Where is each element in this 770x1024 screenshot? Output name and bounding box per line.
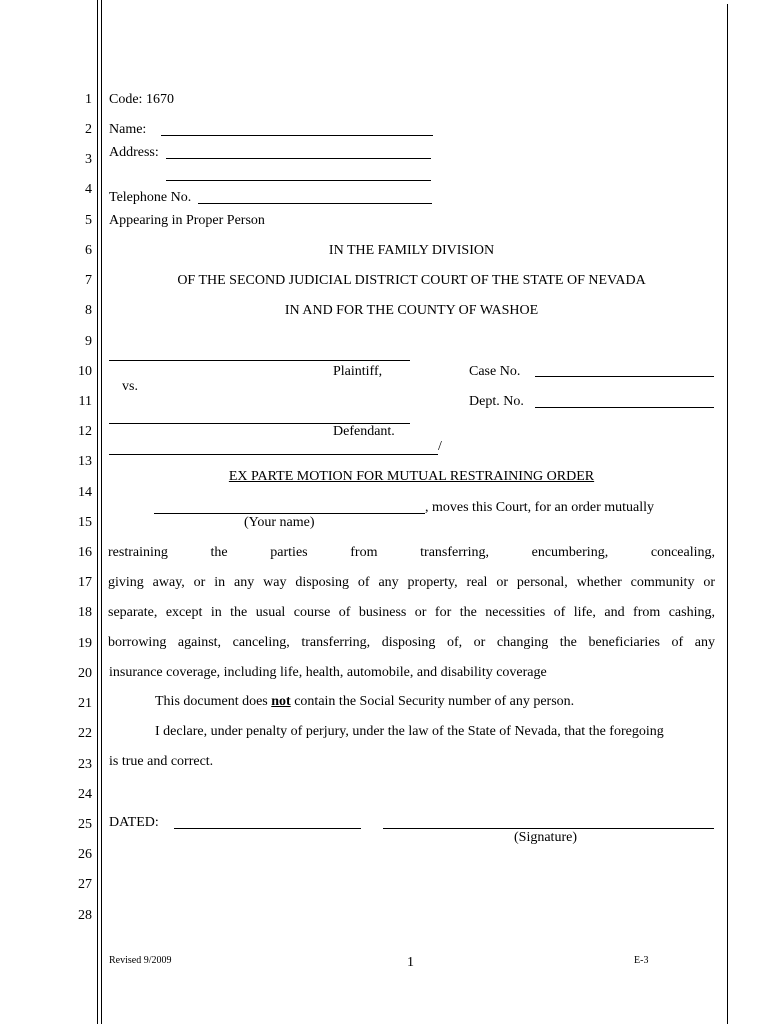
court-heading-1: IN THE FAMILY DIVISION [328, 243, 495, 258]
line-number: 12 [78, 424, 92, 439]
line-number: 4 [85, 182, 92, 197]
signature-label: (Signature) [514, 830, 577, 845]
name-field[interactable] [161, 135, 433, 136]
your-name-label: (Your name) [244, 515, 315, 530]
line-number: 20 [78, 666, 92, 681]
caption-closing-line [109, 454, 438, 455]
line-number: 21 [78, 696, 92, 711]
line-number: 24 [78, 787, 92, 802]
line-number: 14 [78, 485, 92, 500]
court-heading-2: OF THE SECOND JUDICIAL DISTRICT COURT OF THE STATE OF NEVADA [177, 273, 646, 288]
left-margin-rule-2 [101, 0, 102, 1024]
signature-field[interactable] [383, 828, 714, 829]
line-number: 28 [78, 908, 92, 923]
defendant-label: Defendant. [333, 424, 395, 439]
declaration-end: is true and correct. [109, 754, 214, 769]
plaintiff-field[interactable] [109, 360, 410, 361]
motion-title: EX PARTE MOTION FOR MUTUAL RESTRAINING ORDER [228, 469, 595, 484]
telephone-label: Telephone No. [109, 190, 192, 205]
line-number: 2 [85, 122, 92, 137]
dept-no-field[interactable] [535, 407, 714, 408]
body-line: separate, except in the usual course of business or for the necessities of life, and from cashing, [108, 605, 715, 620]
date-field[interactable] [174, 828, 361, 829]
right-margin-rule [727, 4, 728, 1024]
appearing-text: Appearing in Proper Person [109, 213, 265, 228]
telephone-field[interactable] [198, 203, 432, 204]
plaintiff-label: Plaintiff, [333, 364, 383, 379]
line-number: 15 [78, 515, 92, 530]
line-number: 1 [85, 92, 92, 107]
line-number: 17 [78, 575, 92, 590]
line-number: 25 [78, 817, 92, 832]
line-number: 16 [78, 545, 92, 560]
form-code: E-3 [634, 955, 649, 966]
name-label: Name: [109, 122, 147, 137]
revised-date: Revised 9/2009 [109, 955, 172, 966]
line-number: 3 [85, 152, 92, 167]
ssn-statement-pre: This document does [155, 694, 272, 709]
line-number: 18 [78, 605, 92, 620]
line-number: 27 [78, 877, 92, 892]
court-heading-3: IN AND FOR THE COUNTY OF WASHOE [284, 303, 539, 318]
line-number: 23 [78, 757, 92, 772]
code-line: Code: 1670 [109, 92, 174, 107]
line-number: 26 [78, 847, 92, 862]
line-number: 19 [78, 636, 92, 651]
line-number: 9 [85, 334, 92, 349]
dept-no-label: Dept. No. [469, 394, 524, 409]
ssn-not: not [271, 694, 291, 709]
line-number: 6 [85, 243, 92, 258]
line-number: 7 [85, 273, 92, 288]
declaration-text: I declare, under penalty of perjury, under the law of the State of Nevada, that the foregoing [155, 724, 664, 739]
body-line-last: insurance coverage, including life, health, automobile, and disability coverage [109, 665, 547, 680]
case-no-label: Case No. [469, 364, 521, 379]
line-number: 13 [78, 454, 92, 469]
line-number: 22 [78, 726, 92, 741]
dated-label: DATED: [109, 815, 159, 830]
ssn-statement-post: contain the Social Security number of any person. [290, 694, 575, 709]
address-label: Address: [109, 145, 159, 160]
case-no-field[interactable] [535, 376, 714, 377]
line-number: 11 [78, 394, 92, 409]
address-field-1[interactable] [166, 158, 431, 159]
address-field-2[interactable] [166, 180, 431, 181]
caption-slash: / [438, 439, 442, 454]
line-number: 5 [85, 213, 92, 228]
line-number: 8 [85, 303, 92, 318]
body-line: restraining the parties from transferring, encumbering, concealing, [108, 545, 715, 560]
line-number: 10 [78, 364, 92, 379]
page-number: 1 [407, 955, 414, 970]
ssn-statement [155, 694, 574, 710]
left-margin-rule-1 [97, 0, 98, 1024]
your-name-field[interactable] [154, 513, 425, 514]
moves-text: , moves this Court, for an order mutually [425, 500, 655, 515]
body-line: giving away, or in any way disposing of any property, real or personal, whether community or [108, 575, 715, 590]
body-line: borrowing against, canceling, transferring, disposing of, or changing the beneficiaries of any [108, 635, 715, 650]
vs-label: vs. [122, 379, 138, 394]
